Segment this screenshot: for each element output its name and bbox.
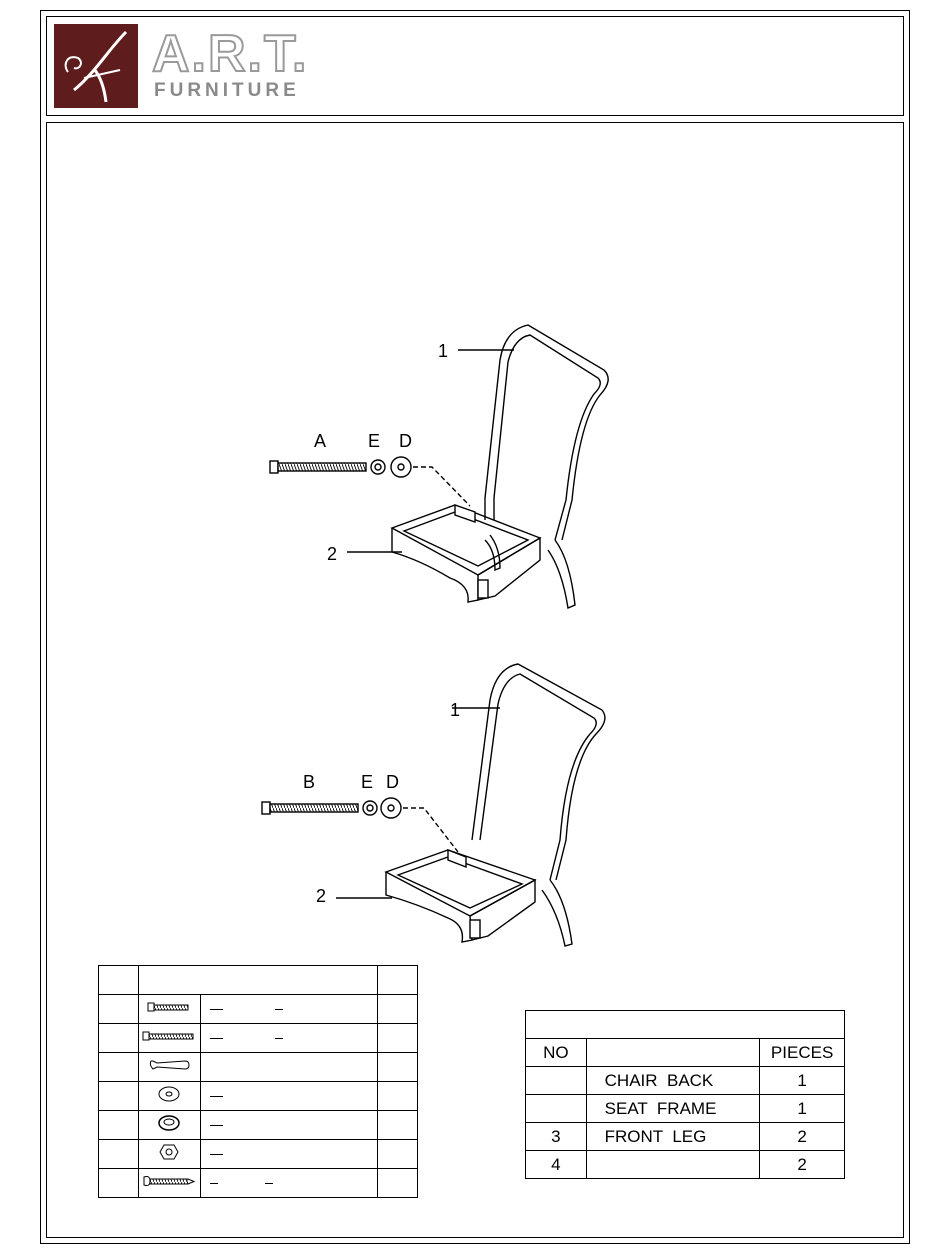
label-bolt-a: A <box>314 431 327 451</box>
flat-washer-d-bottom <box>381 798 401 818</box>
lock-washer-e-top <box>371 460 385 474</box>
hardware-row <box>99 1082 418 1111</box>
parts-table <box>525 1010 845 1179</box>
wrench-icon <box>147 1057 191 1073</box>
chair-back-drawing-top <box>485 325 608 608</box>
hardware-row <box>99 1169 418 1198</box>
hardware-row <box>99 1111 418 1140</box>
parts-title-row <box>526 1011 845 1039</box>
brand-name: A.R.T. <box>152 25 309 83</box>
label-washer-d-bottom: D <box>386 772 399 792</box>
bolt-b-drawing <box>262 802 358 814</box>
hardware-row <box>99 1024 418 1053</box>
part-name: SEAT FRAME <box>586 1095 760 1123</box>
label-part-1-bottom: 1 <box>450 700 461 720</box>
parts-row <box>526 1151 845 1179</box>
assembly-diagram-bottom <box>262 664 605 946</box>
part-no <box>526 1067 587 1095</box>
hardware-row <box>99 995 418 1024</box>
parts-row <box>526 1095 845 1123</box>
part-pieces: 1 <box>760 1095 845 1123</box>
screw-icon <box>142 1174 196 1188</box>
seat-frame-drawing-bottom <box>386 850 535 942</box>
part-name <box>586 1151 760 1179</box>
lock-washer-icon <box>157 1113 181 1133</box>
hex-nut-icon <box>159 1143 179 1161</box>
part-no: 3 <box>526 1123 587 1151</box>
part-pieces: 2 <box>760 1123 845 1151</box>
flat-washer-d-top <box>391 457 411 477</box>
hardware-header-row <box>99 966 418 995</box>
part-pieces: 2 <box>760 1151 845 1179</box>
part-name: CHAIR BACK <box>586 1067 760 1095</box>
label-washer-e-bottom: E <box>361 772 374 792</box>
label-part-2-top: 2 <box>327 544 338 564</box>
bolt-a-drawing <box>270 461 366 473</box>
parts-header-row <box>526 1039 845 1067</box>
hardware-row <box>99 1053 418 1082</box>
longer-bolt-icon <box>141 1029 197 1043</box>
parts-row <box>526 1123 845 1151</box>
part-pieces: 1 <box>760 1067 845 1095</box>
part-name: FRONT LEG <box>586 1123 760 1151</box>
parts-row <box>526 1067 845 1095</box>
seat-frame-drawing-top <box>392 505 540 602</box>
hardware-table <box>98 965 418 1198</box>
label-washer-e-top: E <box>368 431 381 451</box>
label-bolt-b: B <box>303 772 316 792</box>
header-name <box>586 1039 760 1067</box>
label-part-2-bottom: 2 <box>316 886 327 906</box>
part-no <box>526 1095 587 1123</box>
header-no: NO <box>526 1039 587 1067</box>
label-part-1-top: 1 <box>438 341 449 361</box>
hardware-row <box>99 1140 418 1169</box>
assembly-diagram-top <box>270 325 608 608</box>
header-pieces: PIECES <box>760 1039 845 1067</box>
lock-washer-e-bottom <box>363 801 377 815</box>
part-no: 4 <box>526 1151 587 1179</box>
brand-subtitle: FURNITURE <box>154 80 300 101</box>
label-washer-d-top: D <box>399 431 412 451</box>
long-bolt-icon <box>146 1000 192 1014</box>
flat-washer-icon <box>157 1084 181 1104</box>
